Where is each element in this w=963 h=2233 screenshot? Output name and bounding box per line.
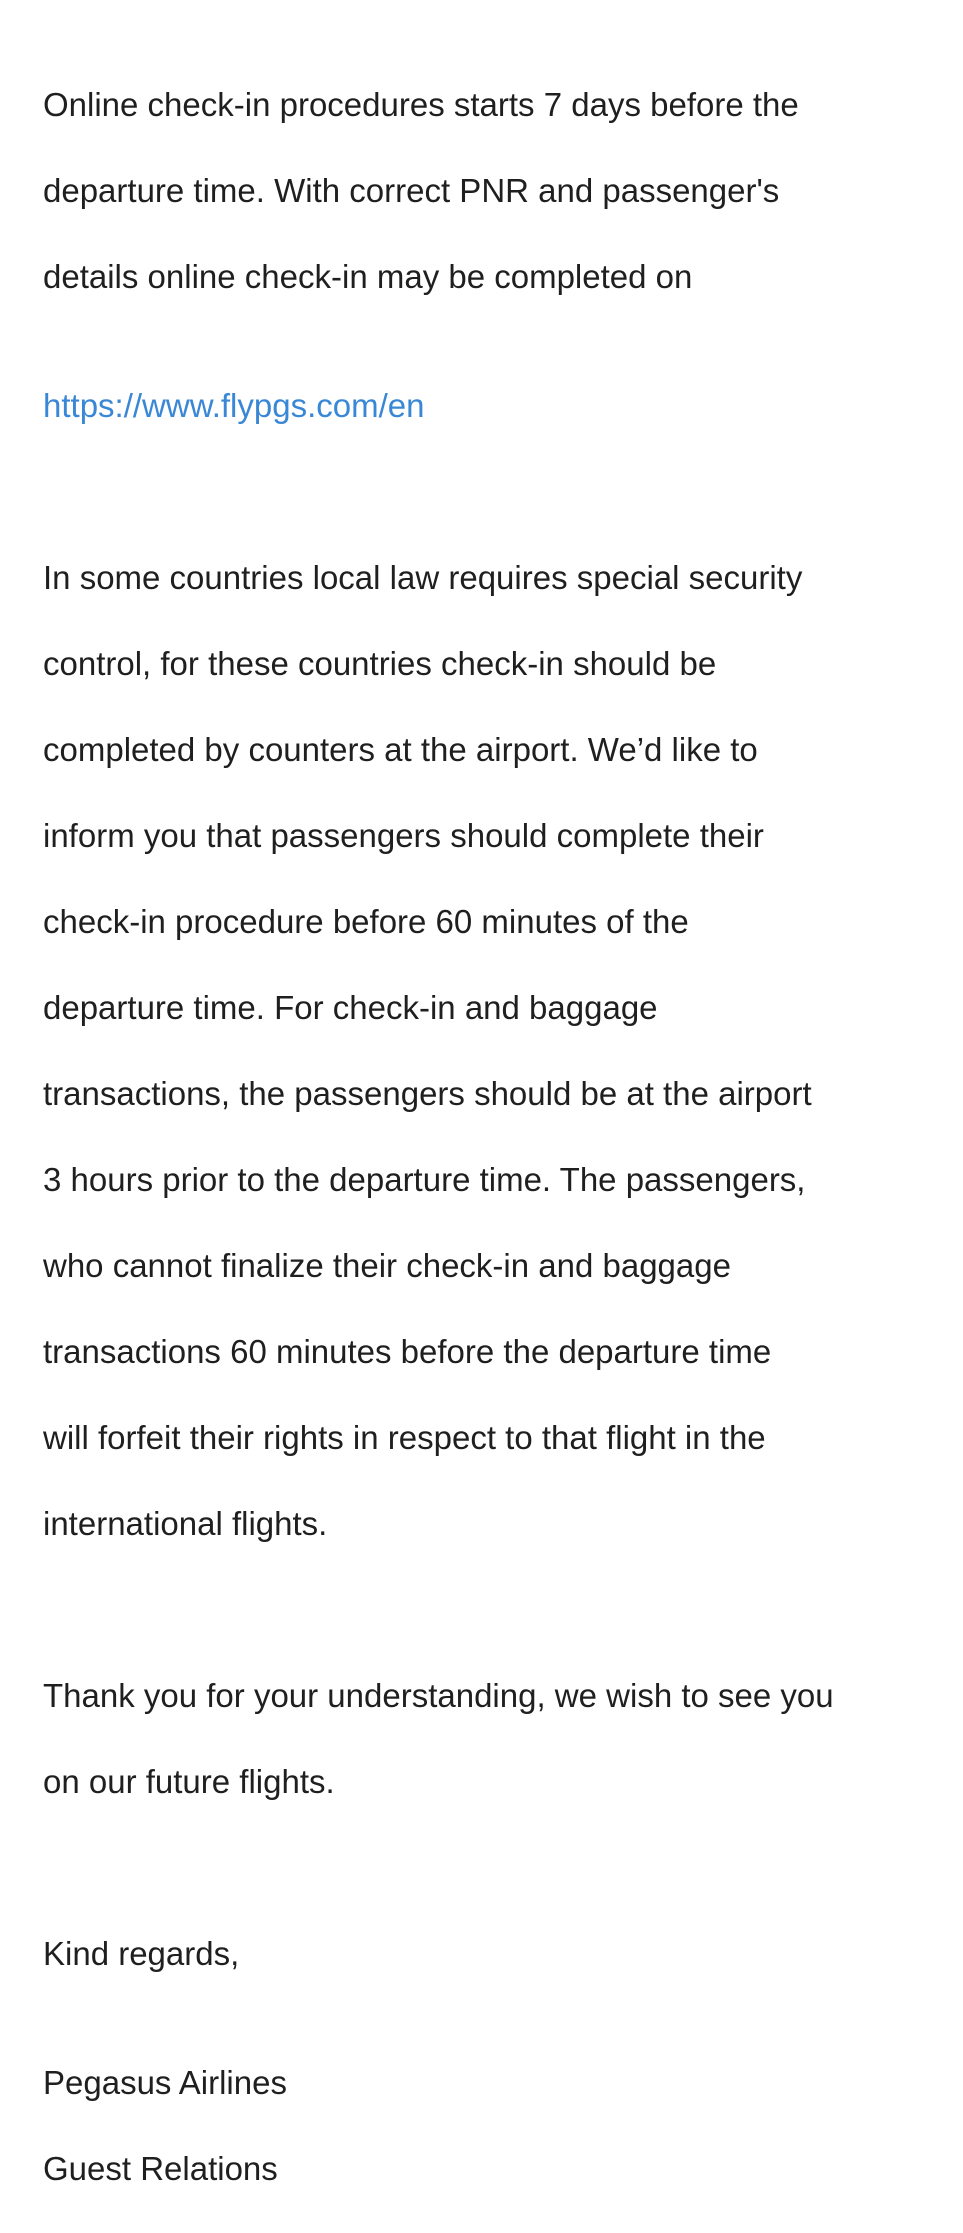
signature-department: Guest Relations: [43, 2150, 278, 2187]
text-line: transactions 60 minutes before the departure time: [43, 1333, 772, 1370]
text-line: will forfeit their rights in respect to that flight in the: [43, 1419, 766, 1456]
paragraph-spacer: [43, 470, 943, 513]
paragraph-spacer: [43, 1588, 943, 1631]
text-line: details online check-in may be completed on: [43, 258, 693, 295]
text-line: transactions, the passengers should be at the airport: [43, 1075, 812, 1112]
text-line: departure time. For check-in and baggage: [43, 989, 658, 1026]
signature: [43, 2018, 943, 2233]
closing-line: Kind regards,: [43, 1935, 240, 1972]
text-line: completed by counters at the airport. We’d like to: [43, 731, 758, 768]
paragraph-security-control: [43, 513, 943, 1588]
text-line: on our future flights.: [43, 1763, 335, 1800]
paragraph-spacer: [43, 1846, 943, 1932]
signature-company: Pegasus Airlines: [43, 2064, 287, 2101]
text-line: departure time. With correct PNR and passenger's: [43, 172, 780, 209]
text-line: control, for these countries check-in should be: [43, 645, 717, 682]
text-line: international flights.: [43, 1505, 328, 1542]
text-line: inform you that passengers should complete their: [43, 817, 764, 854]
text-line: 3 hours prior to the departure time. The passengers,: [43, 1161, 806, 1198]
paragraph-spacer: [43, 1975, 943, 2018]
text-line: Online check-in procedures starts 7 days before the: [43, 86, 799, 123]
paragraph-thank-you: [43, 1631, 943, 1846]
text-line: check-in procedure before 60 minutes of the: [43, 903, 689, 940]
email-body: [43, 40, 943, 2233]
text-line: Thank you for your understanding, we wish to see you: [43, 1677, 834, 1714]
paragraph-check-in-info: [43, 40, 943, 470]
text-line: In some countries local law requires special security: [43, 559, 803, 596]
flypgs-link[interactable]: https://www.flypgs.com/en: [43, 387, 425, 424]
text-line: who cannot finalize their check-in and baggage: [43, 1247, 731, 1284]
